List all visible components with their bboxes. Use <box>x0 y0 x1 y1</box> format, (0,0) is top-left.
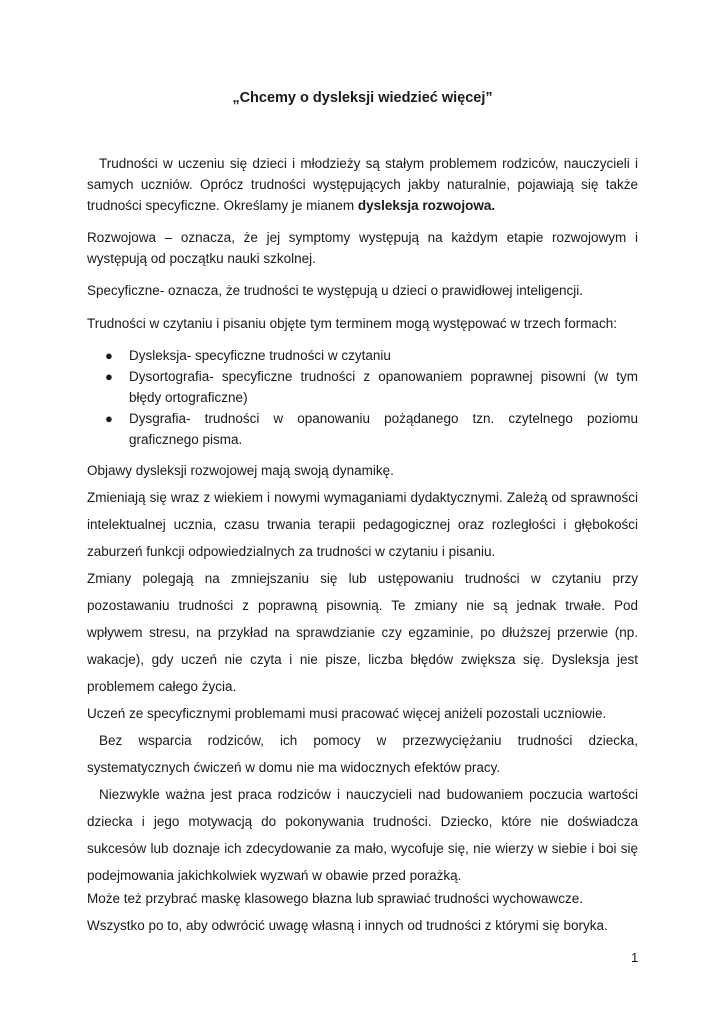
paragraph-self-worth: Niezwykle ważna jest praca rodziców i nauczycieli nad budowaniem poczucia wartości dziecka i jego motywacją do pokonywania trudności. Dziecko, które nie doświadcza sukcesów lub doznaje ich zdecydowanie za mało, wycofuje się, nie wierzy w siebie i boi się podejmowania jakichkolwiek wyzwań w obawie przed porażką. <box>87 787 638 883</box>
bullet-icon: ● <box>105 411 113 426</box>
paragraph-everything: Wszystko po to, aby odwrócić uwagę własną i innych od trudności z którymi się boryka. <box>87 918 608 933</box>
paragraph-changes-reduce: Zmiany polegają na zmniejszaniu się lub ustępowaniu trudności w czytaniu przy pozostawaniu trudności z poprawną pisownią. Te zmiany nie są jednak trwałe. Pod wpływem stresu, na przykład na sprawdzianie czy egzaminie, po dłuższej przerwie (np. wakacje), gdy uczeń nie czyta i nie pisze, liczba błędów zwiększa się. Dysleksja jest problemem całego życia. <box>87 571 638 694</box>
list-item <box>87 345 638 366</box>
list-item-text: Dysortografia- specyficzne trudności z opanowaniem poprawnej pisowni (w tym błędy ortograficzne) <box>129 369 638 405</box>
page-number: 1 <box>631 950 639 965</box>
list-item-text: Dysgrafia- trudności w opanowaniu pożądanego tzn. czytelnego poziomu graficznego pisma. <box>129 411 638 447</box>
paragraph-dynamics: Objawy dysleksji rozwojowej mają swoją dynamikę. <box>87 463 394 478</box>
paragraph-intro-text: Trudności w uczeniu się dzieci i młodzieży są stałym problemem rodziców, nauczycieli i samych uczniów. Oprócz trudności występujących jakby naturalnie, pojawiają się także trudności specyficzne. Określamy je mianem <box>87 156 638 213</box>
paragraph-mask: Może też przybrać maskę klasowego błazna lub sprawiać trudności wychowawcze. <box>87 891 583 906</box>
paragraph-rozwojowa: Rozwojowa – oznacza, że jej symptomy występują na każdym etapie rozwojowym i występują od początku nauki szkolnej. <box>87 230 638 266</box>
paragraph-intro <box>87 153 638 216</box>
paragraph-changes-age: Zmieniają się wraz z wiekiem i nowymi wymaganiami dydaktycznymi. Zależą od sprawności intelektualnej ucznia, czasu trwania terapii pedagogicznej oraz rozległości i głębokości zaburzeń funkcji odpowiedzialnych za trudności w czytaniu i pisaniu. <box>87 490 638 559</box>
bullet-icon: ● <box>105 348 113 363</box>
paragraph-intro-bold: dysleksja rozwojowa. <box>357 198 496 213</box>
document-title: „Chcemy o dysleksji wiedzieć więcej” <box>232 90 493 106</box>
list-item-text: Dysleksja- specyficzne trudności w czytaniu <box>129 348 391 363</box>
forms-list <box>87 345 638 450</box>
paragraph-student-work: Uczeń ze specyficznymi problemami musi pracować więcej aniżeli pozostali uczniowie. <box>87 706 607 721</box>
list-item <box>87 366 638 408</box>
bullet-icon: ● <box>105 369 113 384</box>
paragraph-forms-intro: Trudności w czytaniu i pisaniu objęte tym terminem mogą występować w trzech formach: <box>87 316 617 331</box>
list-item <box>87 408 638 450</box>
paragraph-specyficzne: Specyficzne- oznacza, że trudności te występują u dzieci o prawidłowej inteligencji. <box>87 283 583 298</box>
paragraph-parent-support: Bez wsparcia rodziców, ich pomocy w przezwyciężaniu trudności dziecka, systematycznych ćwiczeń w domu nie ma widocznych efektów pracy. <box>87 733 638 775</box>
